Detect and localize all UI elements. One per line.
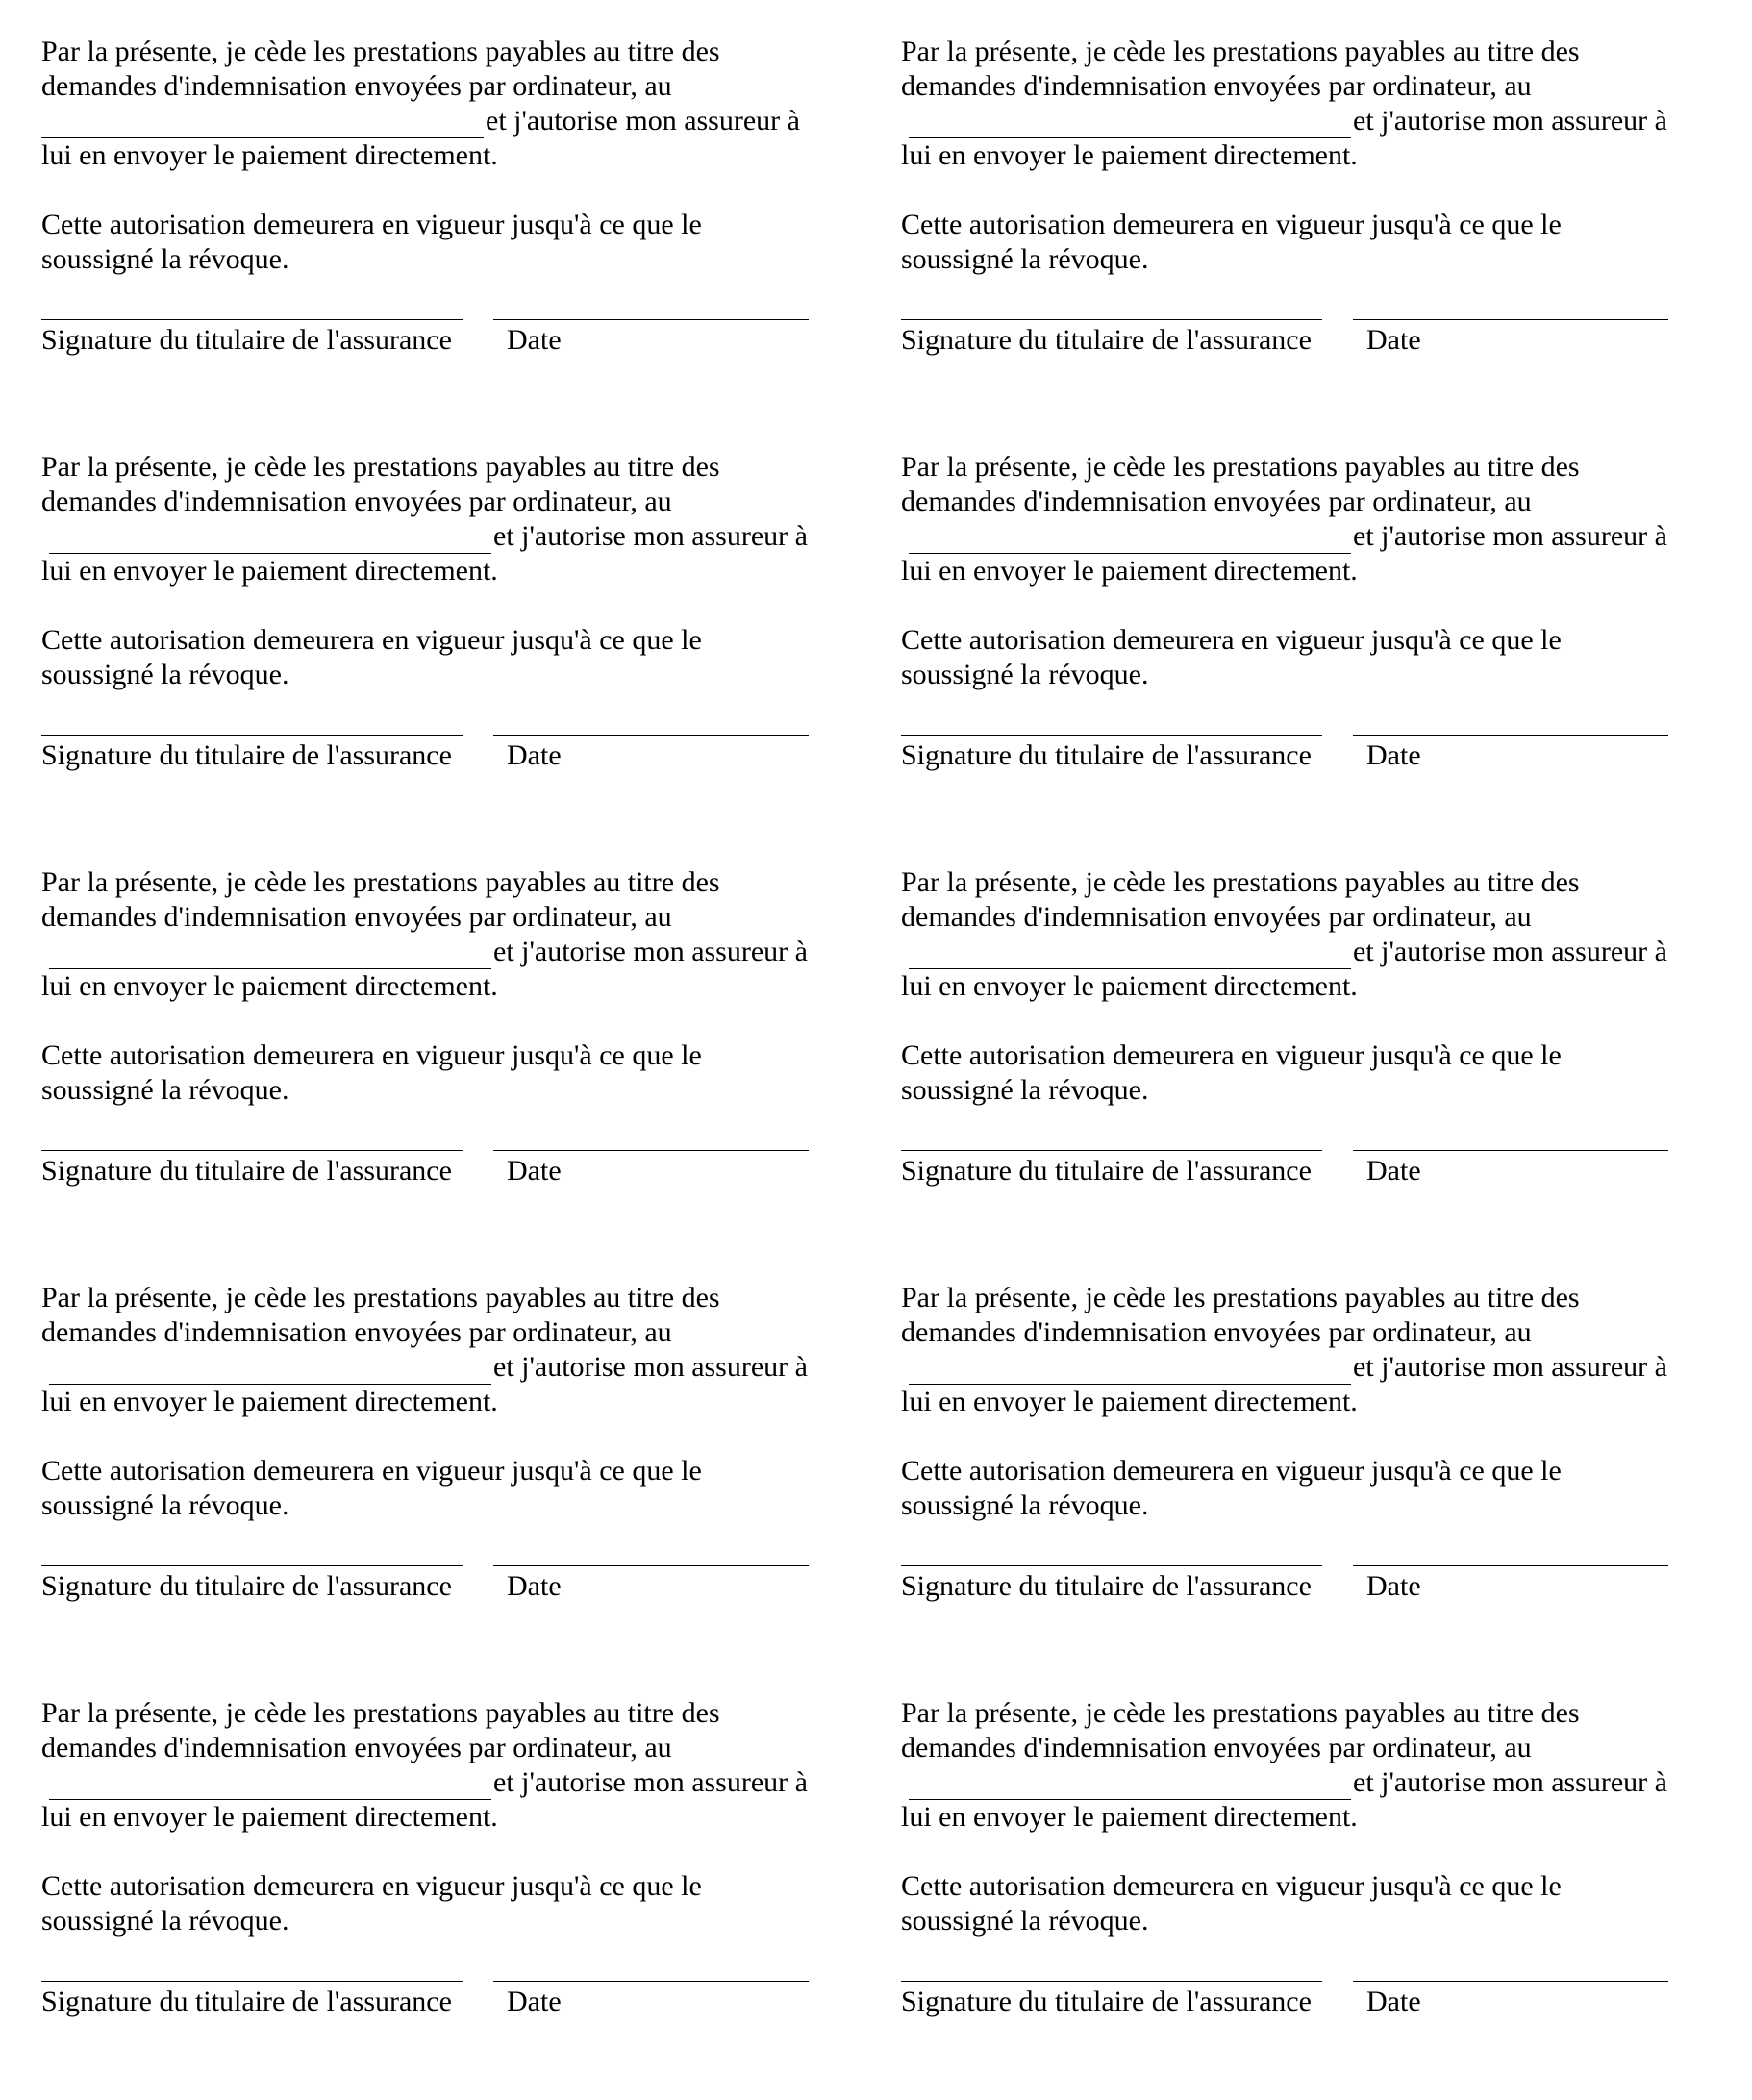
card-text-line: Cette autorisation demeurera en vigueur jusqu'à ce que le	[41, 1870, 702, 1902]
insurer-blank-field[interactable]	[41, 112, 484, 138]
card-text-line: Cette autorisation demeurera en vigueur jusqu'à ce que le	[41, 1455, 702, 1487]
date-label: Date	[1366, 1155, 1421, 1187]
card-text-line: et j'autorise mon assureur à	[1353, 520, 1667, 552]
card-text-line: Par la présente, je cède les prestations payables au titre des	[41, 36, 720, 67]
card-text-line: et j'autorise mon assureur à	[493, 1351, 808, 1383]
signature-row	[41, 735, 820, 812]
signature-label: Signature du titulaire de l'assurance	[41, 739, 452, 771]
card-text-line: demandes d'indemnisation envoyées par ordinateur, au	[901, 901, 1532, 933]
card-text-line: soussigné la révoque.	[901, 1074, 1149, 1106]
card-text-line: Cette autorisation demeurera en vigueur jusqu'à ce que le	[41, 209, 702, 240]
card-text-line: lui en envoyer le paiement directement.	[901, 1801, 1358, 1833]
card-text-line: lui en envoyer le paiement directement.	[41, 1386, 498, 1417]
date-line[interactable]	[1353, 319, 1668, 320]
date-line[interactable]	[1353, 1981, 1668, 1982]
card-text-line: lui en envoyer le paiement directement.	[41, 1801, 498, 1833]
signature-line[interactable]	[901, 319, 1322, 320]
card-text-line: Par la présente, je cède les prestations payables au titre des	[41, 1282, 720, 1313]
signature-line[interactable]	[41, 1150, 463, 1151]
date-line[interactable]	[1353, 1150, 1668, 1151]
card-text-line: lui en envoyer le paiement directement.	[41, 970, 498, 1002]
signature-line[interactable]	[901, 735, 1322, 736]
card-text-line: demandes d'indemnisation envoyées par ordinateur, au	[41, 70, 672, 102]
card-text-line: lui en envoyer le paiement directement.	[901, 970, 1358, 1002]
signature-label: Signature du titulaire de l'assurance	[901, 324, 1312, 356]
card-text-line: demandes d'indemnisation envoyées par ordinateur, au	[901, 70, 1532, 102]
card-text-line: soussigné la révoque.	[41, 659, 289, 690]
card-text-line: demandes d'indemnisation envoyées par ordinateur, au	[901, 1316, 1532, 1348]
date-label: Date	[1366, 739, 1421, 771]
date-line[interactable]	[493, 319, 809, 320]
date-line[interactable]	[493, 1565, 809, 1566]
card-text-line: demandes d'indemnisation envoyées par ordinateur, au	[901, 1732, 1532, 1763]
date-line[interactable]	[1353, 1565, 1668, 1566]
signature-label: Signature du titulaire de l'assurance	[41, 1986, 452, 2017]
signature-row	[901, 1981, 1680, 2058]
card-text-line: Par la présente, je cède les prestations payables au titre des	[901, 451, 1580, 483]
card-text-line: soussigné la révoque.	[901, 659, 1149, 690]
card-text-line: demandes d'indemnisation envoyées par ordinateur, au	[41, 901, 672, 933]
card-text-line: lui en envoyer le paiement directement.	[901, 555, 1358, 587]
signature-label: Signature du titulaire de l'assurance	[901, 1986, 1312, 2017]
card-text-line: Par la présente, je cède les prestations payables au titre des	[901, 36, 1580, 67]
card-text-line: et j'autorise mon assureur à	[1353, 1766, 1667, 1798]
insurer-blank-field[interactable]	[49, 528, 491, 554]
card-text-line: Par la présente, je cède les prestations payables au titre des	[41, 451, 720, 483]
authorization-card	[901, 865, 1680, 1269]
insurer-blank-field[interactable]	[909, 528, 1351, 554]
signature-line[interactable]	[901, 1981, 1322, 1982]
signature-line[interactable]	[41, 735, 463, 736]
signature-label: Signature du titulaire de l'assurance	[41, 324, 452, 356]
signature-row	[41, 1981, 820, 2058]
card-text-line: Par la présente, je cède les prestations payables au titre des	[901, 866, 1580, 898]
date-line[interactable]	[493, 735, 809, 736]
card-text-line: demandes d'indemnisation envoyées par ordinateur, au	[41, 486, 672, 517]
signature-row	[901, 1150, 1680, 1227]
card-text-line: soussigné la révoque.	[41, 1074, 289, 1106]
card-text-line: soussigné la révoque.	[901, 243, 1149, 275]
date-label: Date	[1366, 1986, 1421, 2017]
date-label: Date	[507, 739, 562, 771]
signature-row	[41, 319, 820, 396]
card-text-line: soussigné la révoque.	[41, 243, 289, 275]
insurer-blank-field[interactable]	[909, 1774, 1351, 1800]
signature-label: Signature du titulaire de l'assurance	[901, 1155, 1312, 1187]
authorization-card	[901, 1281, 1680, 1685]
card-text-line: et j'autorise mon assureur à	[493, 936, 808, 967]
card-text-line: et j'autorise mon assureur à	[493, 520, 808, 552]
date-label: Date	[507, 1986, 562, 2017]
signature-line[interactable]	[41, 1565, 463, 1566]
date-line[interactable]	[493, 1150, 809, 1151]
card-text-line: lui en envoyer le paiement directement.	[901, 139, 1358, 171]
signature-row	[901, 1565, 1680, 1642]
card-text-line: et j'autorise mon assureur à	[1353, 1351, 1667, 1383]
signature-line[interactable]	[901, 1150, 1322, 1151]
signature-line[interactable]	[901, 1565, 1322, 1566]
card-text-line: demandes d'indemnisation envoyées par ordinateur, au	[41, 1316, 672, 1348]
card-text-line: Cette autorisation demeurera en vigueur jusqu'à ce que le	[41, 624, 702, 656]
insurer-blank-field[interactable]	[909, 1359, 1351, 1385]
card-text-line: lui en envoyer le paiement directement.	[901, 1386, 1358, 1417]
signature-line[interactable]	[41, 1981, 463, 1982]
authorization-card	[901, 35, 1680, 438]
authorization-card	[901, 1696, 1680, 2100]
date-line[interactable]	[1353, 735, 1668, 736]
card-text-line: Cette autorisation demeurera en vigueur jusqu'à ce que le	[901, 1039, 1562, 1071]
signature-row	[41, 1565, 820, 1642]
date-label: Date	[507, 324, 562, 356]
authorization-card	[41, 450, 820, 854]
card-text-line: demandes d'indemnisation envoyées par ordinateur, au	[901, 486, 1532, 517]
authorization-card	[41, 1281, 820, 1685]
date-label: Date	[507, 1155, 562, 1187]
card-text-line: soussigné la révoque.	[41, 1489, 289, 1521]
date-label: Date	[1366, 1570, 1421, 1602]
card-text-line: Par la présente, je cède les prestations payables au titre des	[41, 866, 720, 898]
authorization-card	[901, 450, 1680, 854]
card-text-line: Cette autorisation demeurera en vigueur jusqu'à ce que le	[901, 624, 1562, 656]
card-text-line: Par la présente, je cède les prestations payables au titre des	[901, 1282, 1580, 1313]
card-text-line: Cette autorisation demeurera en vigueur jusqu'à ce que le	[41, 1039, 702, 1071]
insurer-blank-field[interactable]	[909, 943, 1351, 969]
insurer-blank-field[interactable]	[49, 1774, 491, 1800]
insurer-blank-field[interactable]	[909, 112, 1351, 138]
card-text-line: demandes d'indemnisation envoyées par ordinateur, au	[41, 1732, 672, 1763]
signature-label: Signature du titulaire de l'assurance	[901, 1570, 1312, 1602]
card-text-line: Par la présente, je cède les prestations payables au titre des	[41, 1697, 720, 1729]
signature-label: Signature du titulaire de l'assurance	[41, 1570, 452, 1602]
authorization-card	[41, 865, 820, 1269]
card-text-line: Cette autorisation demeurera en vigueur jusqu'à ce que le	[901, 209, 1562, 240]
insurer-blank-field[interactable]	[49, 1359, 491, 1385]
signature-row	[901, 319, 1680, 396]
card-text-line: soussigné la révoque.	[901, 1905, 1149, 1937]
card-text-line: soussigné la révoque.	[41, 1905, 289, 1937]
date-label: Date	[507, 1570, 562, 1602]
card-text-line: Cette autorisation demeurera en vigueur jusqu'à ce que le	[901, 1870, 1562, 1902]
card-text-line: et j'autorise mon assureur à	[493, 1766, 808, 1798]
authorization-card	[41, 35, 820, 438]
card-text-line: lui en envoyer le paiement directement.	[41, 555, 498, 587]
signature-row	[41, 1150, 820, 1227]
signature-row	[901, 735, 1680, 812]
card-text-line: soussigné la révoque.	[901, 1489, 1149, 1521]
card-text-line: et j'autorise mon assureur à	[1353, 936, 1667, 967]
signature-line[interactable]	[41, 319, 463, 320]
date-label: Date	[1366, 324, 1421, 356]
signature-label: Signature du titulaire de l'assurance	[41, 1155, 452, 1187]
card-text-line: et j'autorise mon assureur à	[1353, 105, 1667, 137]
insurer-blank-field[interactable]	[49, 943, 491, 969]
card-text-line: Cette autorisation demeurera en vigueur jusqu'à ce que le	[901, 1455, 1562, 1487]
card-text-line: lui en envoyer le paiement directement.	[41, 139, 498, 171]
card-text-line: et j'autorise mon assureur à	[486, 105, 800, 137]
date-line[interactable]	[493, 1981, 809, 1982]
card-text-line: Par la présente, je cède les prestations payables au titre des	[901, 1697, 1580, 1729]
signature-label: Signature du titulaire de l'assurance	[901, 739, 1312, 771]
authorization-card	[41, 1696, 820, 2100]
